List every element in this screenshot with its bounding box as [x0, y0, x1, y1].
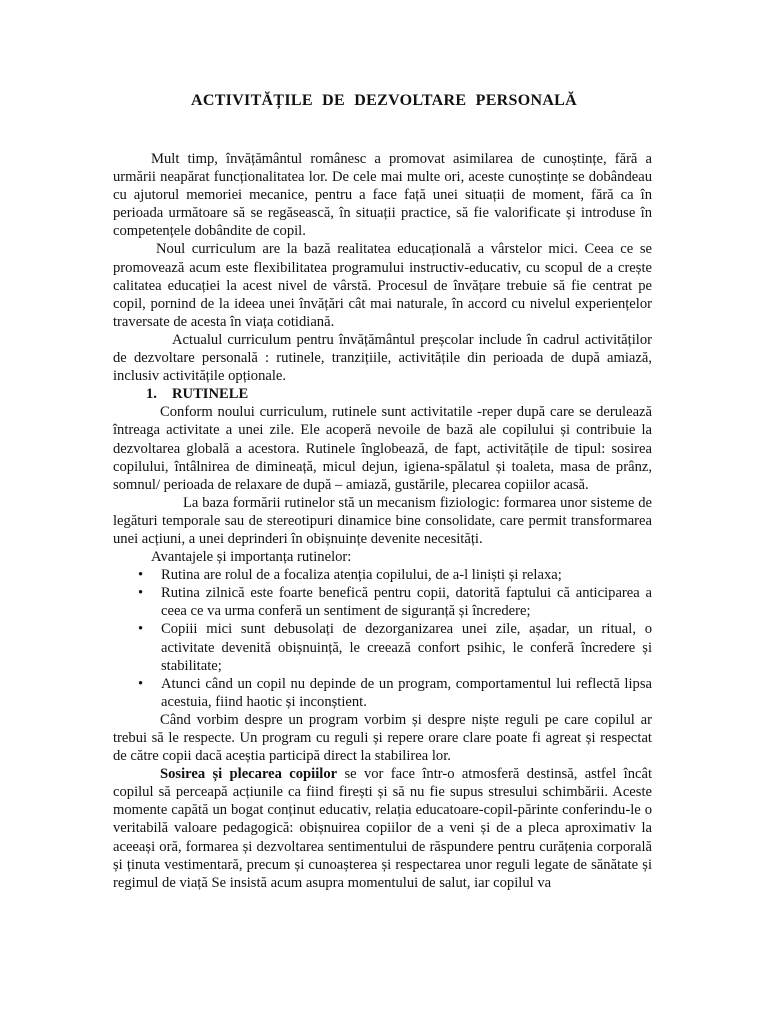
paragraph-arrival-departure — [113, 765, 652, 892]
bullet-icon: • — [138, 585, 144, 602]
list-item — [113, 675, 652, 711]
paragraph-curriculum: Noul curriculum are la bază realitatea educațională a vârstelor mici. Ceea ce se promovează acum este flexibilitatea programului instructiv-educativ, cu scopul de a crește calitatea educației la acest nivel de vârstă. Procesul de învățare trebuie să fie centrat pe copil, pornind de la ideea unei învățări cât mai naturale, în accord cu nivelul experiențelor traversate de acesta în viața cotidiană. — [113, 241, 652, 330]
section-title: RUTINELE — [172, 386, 249, 403]
paragraph-program-rules: Când vorbim despre un program vorbim și despre niște reguli pe care copilul ar trebui să le respecte. Un program cu reguli și repere orare clare poate fi agreat și respectat de către copii dacă aceștia participă direct la stabilirea lor. — [113, 711, 652, 765]
bold-lead: Sosirea și plecarea copiilor — [160, 766, 338, 783]
list-item-text: Rutina are rolul de a focaliza atenția copilului, de a-l liniști și relaxa; — [161, 567, 562, 584]
list-item-text: Atunci când un copil nu depinde de un program, comportamentul lui reflectă lipsa acestuia, fiind haotic și inconștient. — [161, 675, 652, 710]
document-body — [113, 150, 652, 892]
list-item-text: Rutina zilnică este foarte benefică pentru copii, datorită faptului că anticiparea a ceea ce va urma conferă un sentiment de siguranță și încredere; — [161, 585, 652, 620]
list-item — [113, 566, 652, 584]
paragraph-rutine-definition: Conform noului curriculum, rutinele sunt activitatile -reper după care se derulează întreaga activitate a unei zile. Ele acoperă nevoile de bază ale copilului și contribuie la dezvoltarea globală a acestora. Rutinele înglobează, de fapt, activitățile de tipul: sosirea copilului, întâlnirea de dimineață, micul dejun, igiena-spălatul și toaleta, masa de prânz, somnul/ perioada de relaxare de după – amiază, gustările, plecarea copiilor acasă. — [113, 404, 652, 493]
list-item — [113, 584, 652, 620]
bullet-icon: • — [138, 675, 144, 692]
list-item-text: Copiii mici sunt debusolați de dezorganizarea unei zile, așadar, un ritual, o activitate devenită obișnuință, le creează confort psihic, le conferă încredere și stabilitate; — [161, 621, 652, 674]
bullet-icon: • — [138, 567, 144, 584]
list-item — [113, 620, 652, 674]
section-heading — [113, 385, 652, 403]
document-title: ACTIVITĂȚILE DE DEZVOLTARE PERSONALĂ — [190, 92, 577, 109]
paragraph-intro: Mult timp, învățământul românesc a promovat asimilarea de cunoștințe, fără a urmării neapărat funcționalitatea lor. De cele mai multe ori, aceste cunoștințe se dobândeau cu ajutorul memoriei mecanice, pentru a face față unei situații de moment, fără ca în perioada următoare să se regăsească, în situații practice, să fie valorificate și introduse în competențele dobândite de copil. — [113, 151, 652, 240]
paragraph-activities: Actualul curriculum pentru învățământul preșcolar include în cadrul activităților de dezvoltare personală : rutinele, tranzițiile, activitățile din perioada de după amiază, inclusiv activitățile opționale. — [113, 331, 652, 385]
paragraph-rutine-mechanism: La baza formării rutinelor stă un mecanism fiziologic: formarea unor sisteme de legături temporale sau de stereotipuri dinamice bine consolidate, care permit transformarea unei acțiuni, a unei deprinderi în obișnuințe devenite necesități. — [113, 494, 652, 547]
paragraph-text: se vor face într-o atmosferă destinsă, astfel încât copilul să perceapă acțiunile ca fiind firești și să nu fie supus stresului schimbării. Aceste momente capătă un bogat conținut educativ, relația educatoare-copil-părinte conferindu-le o veritabilă valoare pedagogică: obișnuirea copiilor de a veni și de a pleca aproximativ la aceeași oră, formarea și dezvoltarea sentimentului de răspundere pentru curățenia corporală și ținuta vestimentară, precum și cunoașterea și respectarea unor reguli legate de sănătate și regimul de viață Se insistă acum asupra momentului de salut, iar copilul va — [113, 766, 652, 891]
bullet-icon: • — [138, 621, 144, 638]
section-number: 1. — [146, 386, 157, 403]
advantages-list — [113, 566, 652, 711]
paragraph-advantages-intro: Avantajele și importanța rutinelor: — [151, 549, 352, 566]
